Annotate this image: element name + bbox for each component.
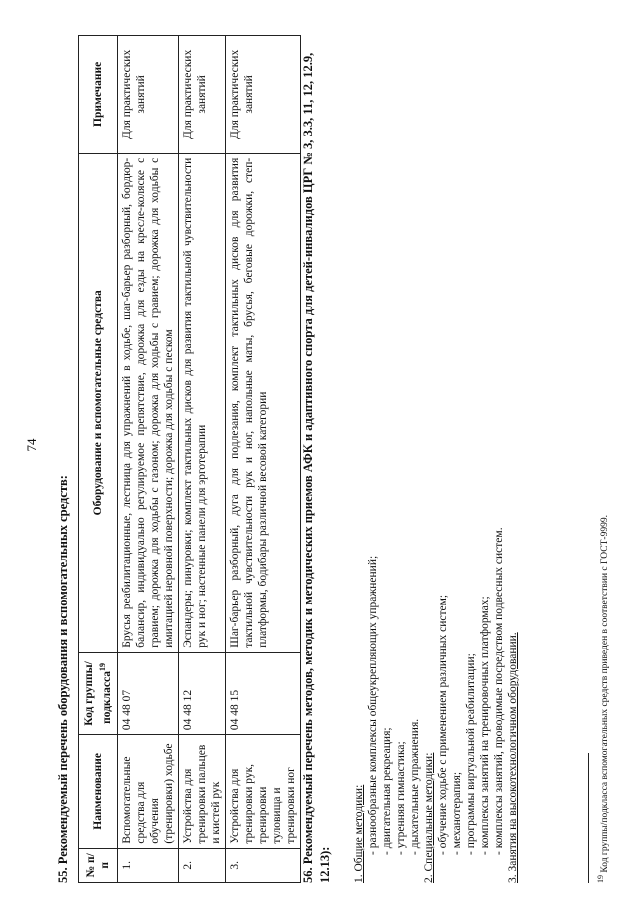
page-number: 74: [24, 438, 39, 452]
row-name: Устройства для тренировки пальцев и кистей рук: [179, 735, 226, 849]
footnote: [596, 515, 610, 883]
header-number: № п/п: [79, 848, 118, 882]
table-row: [226, 36, 301, 883]
list-item: - дыхательные упражнения.: [408, 183, 422, 855]
table-row: [118, 36, 179, 883]
equipment-table: [78, 35, 301, 883]
list-item: - программы виртуальной реабилитации;: [464, 183, 478, 855]
table-header-row: [79, 36, 118, 883]
special-methods-items: [436, 183, 506, 883]
list-item: - разнообразные комплексы общеукрепляющих упражнений;: [366, 183, 380, 855]
section-55-title: 55. Рекомендуемый перечень оборудования и вспомогательных средств:: [56, 475, 70, 883]
special-methods-title: 2. Специальные методики:: [423, 752, 435, 883]
general-methods-items: [366, 183, 422, 883]
row-note: Для практических занятий: [118, 36, 179, 154]
list-item: - двигательная рекреация;: [380, 183, 394, 855]
row-code: 04 48 15: [226, 652, 301, 734]
header-code: [79, 652, 118, 734]
general-methods-group: [352, 183, 422, 883]
row-name: Вспомогательные средства для обучения (тренировки) ходьбе: [118, 735, 179, 849]
row-name: Устройства для тренировки рук, тренировки туловища и тренировки ног: [226, 735, 301, 849]
row-code: 04 48 07: [118, 652, 179, 734]
list-item: - утренняя гимнастика;: [394, 183, 408, 855]
methods-list: [352, 183, 520, 883]
footnote-text: Код группы/подкласса вспомогательных средств приведен в соответствии с ГОСТ-9999.: [600, 515, 611, 875]
row-number: 1.: [118, 848, 179, 882]
header-code-text: Код группы/ подкласса: [83, 661, 113, 726]
header-name: Наименование: [79, 735, 118, 849]
header-note: Примечание: [79, 36, 118, 154]
row-code: 04 48 12: [179, 652, 226, 734]
list-item: - комплексы занятий на тренировочных платформах;: [478, 183, 492, 855]
special-methods-group: [422, 183, 506, 883]
row-number: 2.: [179, 848, 226, 882]
header-equipment: Оборудование и вспомогательные средства: [79, 153, 118, 652]
row-note: Для практических занятий: [179, 36, 226, 154]
high-tech-equipment-item: 3. Занятия на высокотехнологичном оборудовании.: [507, 632, 519, 883]
section-56-title: 56. Рекомендуемый перечень методов, методик и методических приемов АФК и адаптивного спорта для детей-инвалидов ЦРГ № 3, 3.3, 11, 12, 12.9, 12.13):: [301, 52, 332, 883]
list-item: - механотерапия;: [450, 183, 464, 855]
general-methods-title: 1. Общие методики:: [353, 784, 365, 883]
row-note: Для практических занятий: [226, 36, 301, 154]
row-equipment: Брусья реабилитационные, лестница для упражнений в ходьбе, шаг-барьер разборный, бордюр-балансир, индивидуально регулируемое препятствие, дорожка для езды на кресле-коляске с гравием; дорожка для ходьбы с газоном; дорожка для ходьбы с гравием; дорожка для ходьбы с имитацией неровной поверхности; дорожка для ходьбы с песком: [118, 153, 179, 652]
row-equipment: Эспандеры; пинуровки; комплект тактильных дисков для развития тактильной чувствительности рук и ног; настенные панели для эрготерапии: [179, 153, 226, 652]
table-row: [179, 36, 226, 883]
list-item: - комплексы занятий, проводимые посредством подвесных систем.: [492, 183, 506, 855]
footnote-divider: [588, 753, 589, 883]
footnote-number: 19: [596, 875, 605, 883]
footnote-ref: 19: [98, 663, 108, 672]
list-item: - обучение ходьбе с применением различных систем;: [436, 183, 450, 855]
row-equipment: Шаг-барьер разборный, дуга для подлезания, комплект тактильных дисков для развития тактильной чувствительности рук и ног, напольные маты, брусья, беговые дорожки, степ-платформы, бодибары различной весовой категории: [226, 153, 301, 652]
row-number: 3.: [226, 848, 301, 882]
